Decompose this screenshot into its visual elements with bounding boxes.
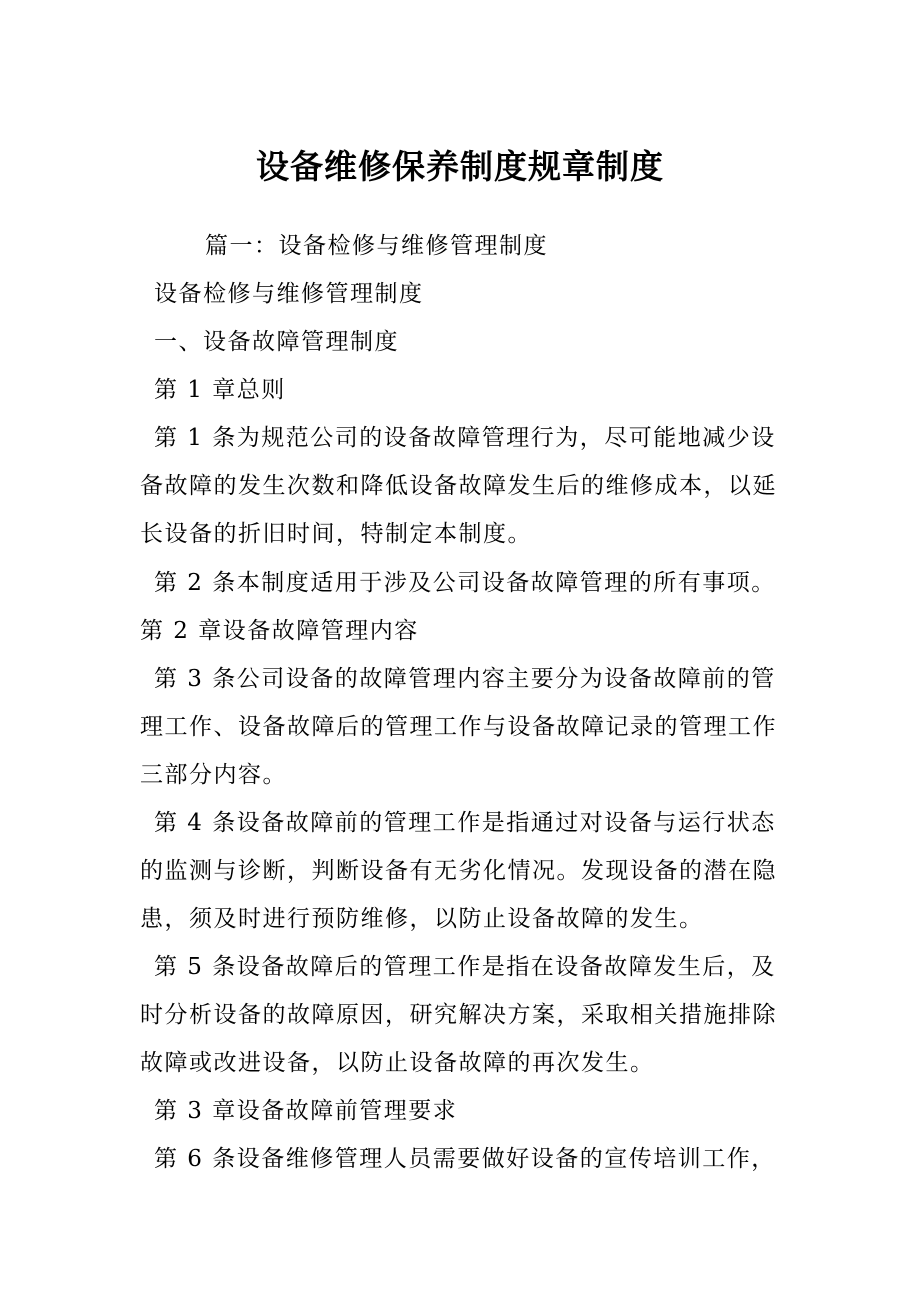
article-line: 第 4 条设备故障前的管理工作是指通过对设备与运行状态 [154, 810, 776, 836]
article-line: 长设备的折旧时间，特制定本制度。 [140, 521, 532, 547]
chapter-heading: 第 2 章设备故障管理内容 [140, 618, 419, 644]
chapter-heading: 第 3 章设备故障前管理要求 [154, 1098, 458, 1124]
chapter-heading: 第 1 章总则 [154, 377, 286, 403]
article-line: 时分析设备的故障原因，研究解决方案，采取相关措施排除 [140, 1002, 777, 1028]
article-line: 患，须及时进行预防维修，以防止设备故障的发生。 [140, 906, 704, 932]
article-line: 三部分内容。 [140, 762, 287, 788]
article-line: 备故障的发生次数和降低设备故障发生后的维修成本，以延 [140, 473, 777, 499]
article-line: 第 2 条本制度适用于涉及公司设备故障管理的所有事项。 [154, 570, 776, 596]
article-line: 第 5 条设备故障后的管理工作是指在设备故障发生后，及 [154, 954, 776, 980]
article-line: 的监测与诊断，判断设备有无劣化情况。发现设备的潜在隐 [140, 858, 777, 884]
article-line: 理工作、设备故障后的管理工作与设备故障记录的管理工作 [140, 714, 777, 740]
subtitle-line: 设备检修与维修管理制度 [154, 281, 424, 307]
article-line: 第 6 条设备维修管理人员需要做好设备的宣传培训工作， [154, 1146, 776, 1172]
document-title: 设备维修保养制度规章制度 [256, 147, 664, 186]
article-line: 第 3 条公司设备的故障管理内容主要分为设备故障前的管 [154, 666, 776, 692]
part-heading: 一、设备故障管理制度 [154, 329, 399, 355]
article-line: 故障或改进设备，以防止设备故障的再次发生。 [140, 1050, 655, 1076]
article-line: 第 1 条为规范公司的设备故障管理行为，尽可能地减少设 [154, 425, 776, 451]
section-heading: 篇一：设备检修与维修管理制度 [205, 233, 548, 259]
